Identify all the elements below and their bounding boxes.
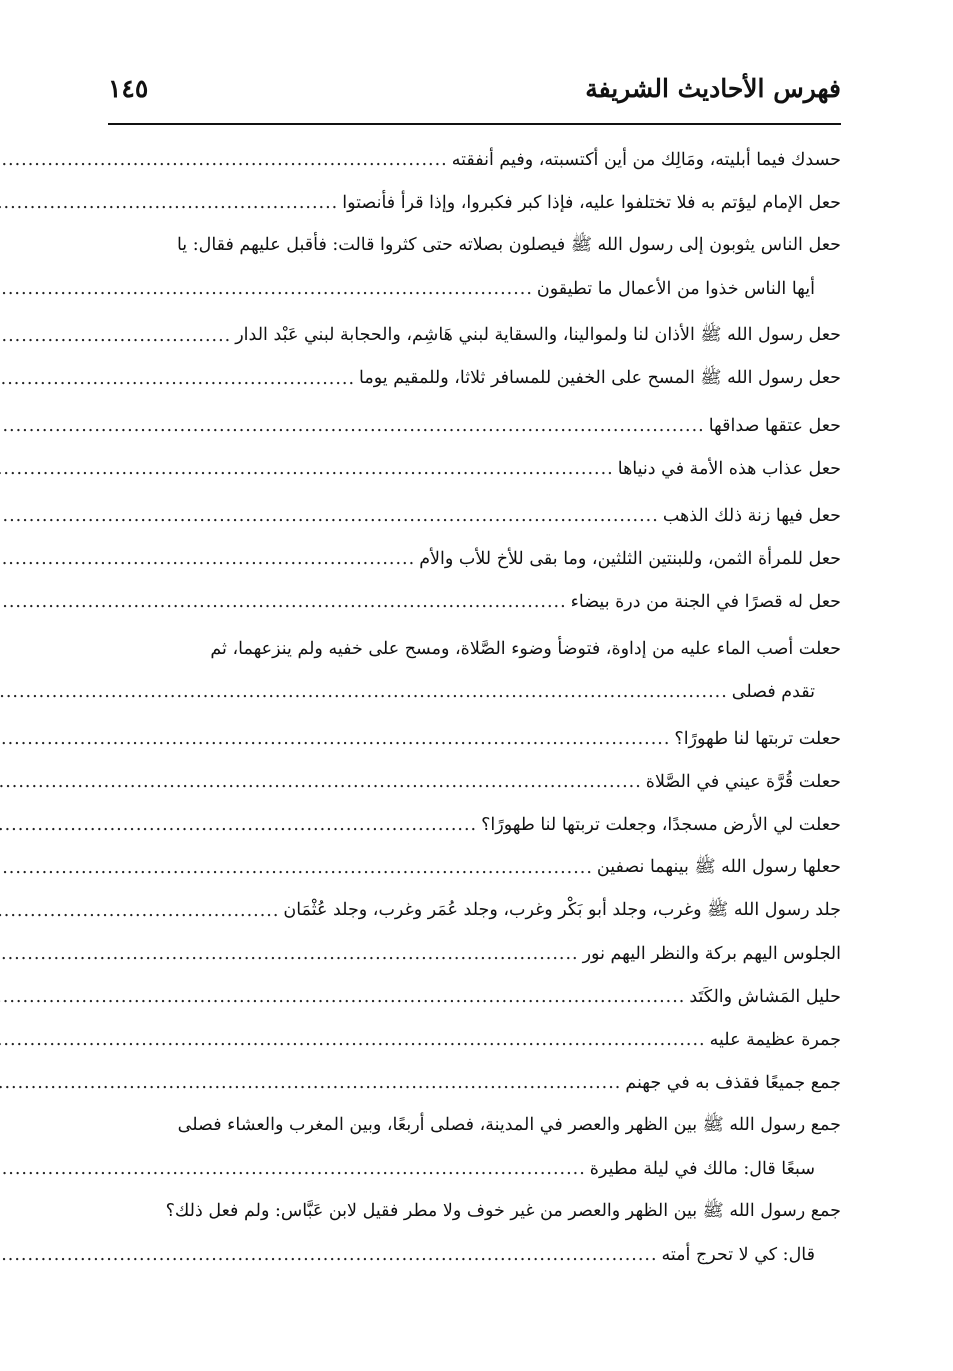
entry-text: جمع رسول الله ﷺ بين الظهر والعصر في المدينة، فصلى أربعًا، وبين المغرب والعشاء فصلى [177,1114,841,1135]
index-entry [108,1104,841,1190]
leader-dots [0,858,593,878]
entry-text-continuation: تقدم فصلى [731,681,815,702]
leader-dots [0,1030,706,1050]
entry-text: حعل عذاب هذه الأمة في دنياها [617,458,841,479]
index-entry [108,224,841,310]
index-entry [108,138,841,181]
leader-dots [0,815,477,835]
index-entry [108,1061,841,1104]
leader-dots [0,772,642,792]
index-entry [108,932,841,975]
leader-dots [0,193,338,213]
index-entry [108,494,841,537]
index-entry [108,1190,841,1276]
leader-dots [0,326,231,346]
index-entry [108,1018,841,1061]
entry-text: حعل الناس يثوبون إلى رسول الله ﷺ فيصلون بصلاته حتى كثروا قالت: فأقبل عليهم فقال: يا [176,234,841,255]
running-title: فهرس الأحاديث الشريفة [585,73,841,103]
leader-dots [0,901,279,921]
index-entry [108,404,841,447]
entry-text-continuation: قال: كي لا تحرج أمته [661,1244,815,1265]
entry-text: جلد رسول الله ﷺ وغرب، وجلد أبو بَكْر وغرب، وجلد عُمَر وغرب، وجلد عُثْمَان [283,899,841,920]
entry-text: حليل المَشاش والكَتَد [689,986,841,1007]
hadith-index-list [108,138,841,1276]
entry-text: حعلت تربتها لنا طهورًا؟ [674,728,841,749]
index-entry [108,580,841,623]
entry-text-continuation: أيها الناس خذوا من الأعمال ما تطيقون [536,278,815,299]
entry-text: حعل عتقها صداقها [708,415,841,436]
index-entry [108,846,841,889]
leader-dots [0,682,728,702]
leader-dots [0,150,448,170]
index-entry [108,717,841,760]
leader-dots [0,729,670,749]
leader-dots [0,944,579,964]
entry-text: حعل فيها زنة ذلك الذهب [662,505,841,526]
entry-text: حعلت قُرَّة عيني في الصَّلاة [645,771,841,792]
entry-text: حعل رسول الله ﷺ المسح على الخفين للمسافر ثلاثا، وللمقيم يوما [359,367,841,388]
entry-text: حعل له قصرًا في الجنة من درة بيضاء [570,591,841,612]
entry-text: حعلها رسول الله ﷺ بينهما نصفين [596,856,841,877]
leader-dots [0,549,415,569]
leader-dots [0,506,659,526]
entry-text: جمرة عظيمة عليه [709,1029,841,1050]
leader-dots [0,459,614,479]
entry-text: حسدك فيما أبليته، ومَالِك من أين أكتسبته، وفيم أنفقته [451,149,841,170]
page-header [108,60,841,116]
entry-text: حعل للمرأة الثمن، وللبنتين الثلثين، وما بقى للأخ للأب والأم [419,548,841,569]
leader-dots [0,279,533,299]
leader-dots [0,416,705,436]
entry-text: حعل رسول الله ﷺ الأذان لنا ولموالينا، والسقاية لبني هَاشِم، والحجابة لبني عَبْد الدار [235,324,841,345]
leader-dots [0,592,567,612]
index-entry [108,760,841,803]
entry-text: جمع رسول الله ﷺ بين الظهر والعصر من غير خوف ولا مطر فقيل لابن عَبَّاس: ولم فعل ذلك؟ [165,1200,841,1221]
index-entry [108,889,841,932]
entry-text: حعلت لي الأرض مسجدًا، وجعلت تربتها لنا طهورًا؟ [481,814,841,835]
index-entry [108,537,841,580]
leader-dots [0,987,685,1007]
index-entry [108,975,841,1018]
entry-text: حعل الإمام ليؤتم به فلا تختلفوا عليه، فإذا كبر فكبروا، وإذا قرأ فأنصتوا [342,192,841,213]
header-rule [108,123,841,125]
entry-text: حعلت أصب الماء عليه من إداوة، فتوضأ وضوء الصَّلاة، ومسح على خفيه ولم ينزعهما، ثم [210,638,841,659]
index-entry [108,181,841,224]
index-entry [108,357,841,400]
index-entry [108,447,841,490]
index-entry [108,314,841,357]
entry-text: الجلوس اليهم بركة والنظر اليهم نور [582,943,841,964]
index-entry [108,803,841,846]
leader-dots [0,1159,586,1179]
entry-text-continuation: سبعًا قال: مالك في ليلة مطيرة [589,1158,815,1179]
leader-dots [0,1245,658,1265]
leader-dots [0,369,355,389]
entry-text: جمع جميعًا فقذف به في جهنم [625,1072,841,1093]
index-entry [108,627,841,713]
leader-dots [0,1073,621,1093]
page-number: ١٤٥ [108,73,149,103]
